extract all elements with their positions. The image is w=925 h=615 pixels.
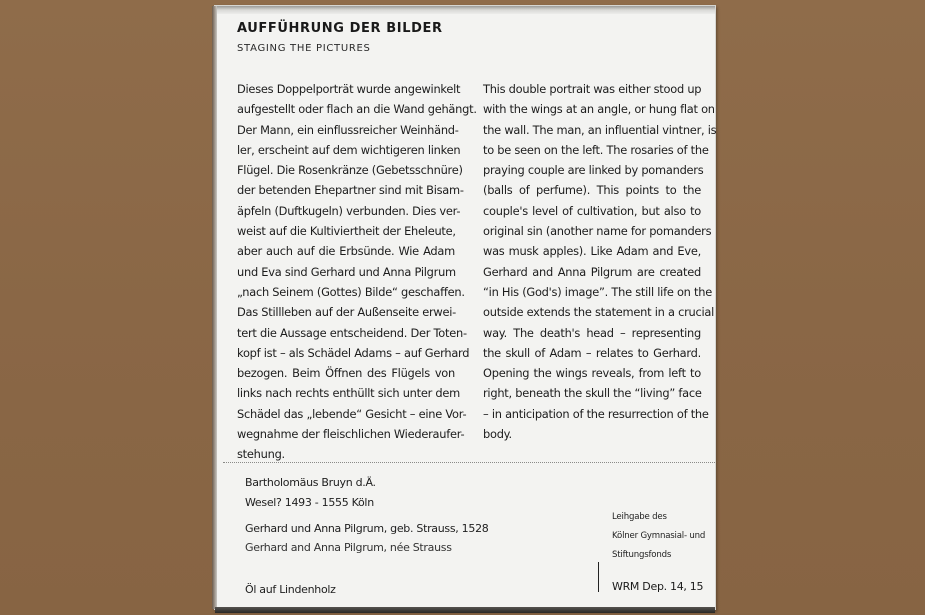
text-line: Der Mann, ein einflussreicher Weinhänd-	[237, 122, 459, 137]
plastic-frame-top-edge	[215, 6, 715, 14]
text-line: Schädel das „lebende“ Gesicht – eine Vor-	[237, 406, 467, 421]
text-line: (balls of perfume). This points to the	[483, 183, 701, 198]
text-line: outside extends the statement in a crucial	[483, 305, 715, 320]
title-english: STAGING THE PICTURES	[237, 43, 371, 54]
inventory-number: WRM Dep. 14, 15	[612, 580, 704, 593]
text-line: way. The death's head – representing	[483, 325, 701, 340]
text-line: tert die Aussage entscheidend. Der Toten-	[237, 325, 467, 340]
artist-life-dates: Wesel? 1493 - 1555 Köln	[245, 496, 374, 509]
text-line: Gerhard and Anna Pilgrum are created	[483, 264, 701, 279]
title-german: AUFFÜHRUNG DER BILDER	[237, 21, 443, 36]
medium: Öl auf Lindenholz	[245, 583, 336, 596]
text-line: to be seen on the left. The rosaries of the	[483, 142, 709, 157]
text-line: bezogen. Beim Öffnen des Flügels von	[237, 366, 455, 381]
text-line: couple's level of cultivation, but also to	[483, 203, 701, 218]
loan-credit-line: Leihgabe des	[612, 512, 667, 522]
description-english	[483, 79, 717, 444]
text-line: wegnahme der fleischlichen Wiederaufer-	[237, 427, 465, 442]
text-line: links nach rechts enthüllt sich unter dem	[237, 386, 460, 401]
artist-name: Bartholomäus Bruyn d.Ä.	[245, 476, 376, 489]
text-line: stehung.	[237, 447, 285, 462]
vertical-divider	[598, 562, 599, 592]
text-line: the wall. The man, an influential vintner, is	[483, 122, 717, 137]
plastic-frame-bottom-edge	[215, 607, 715, 613]
loan-credit-line: Stiftungsfonds	[612, 550, 672, 560]
text-line: body.	[483, 427, 512, 442]
text-line: original sin (another name for pomanders	[483, 224, 712, 239]
work-title-german: Gerhard und Anna Pilgrum, geb. Strauss, 1528	[245, 522, 489, 535]
placard-header	[237, 21, 443, 54]
text-line: aufgestellt oder flach an die Wand gehängt.	[237, 102, 477, 117]
text-line: „nach Seinem (Gottes) Bilde“ geschaffen.	[237, 284, 465, 299]
text-line: Dieses Doppelporträt wurde angewinkelt	[237, 82, 461, 96]
text-line: right, beneath the skull the “living” face	[483, 386, 702, 401]
museum-label-placard	[214, 5, 716, 610]
text-line: Flügel. Die Rosenkränze (Gebetsschnüre)	[237, 163, 463, 178]
text-line: und Eva sind Gerhard und Anna Pilgrum	[237, 264, 456, 279]
text-line: kopf ist – als Schädel Adams – auf Gerhard	[237, 345, 470, 360]
text-line: ler, erscheint auf dem wichtigeren linken	[237, 142, 461, 157]
description-german	[237, 79, 477, 465]
text-line: weist auf die Kultiviertheit der Eheleute,	[237, 224, 456, 239]
work-title-english: Gerhard and Anna Pilgrum, née Strauss	[245, 541, 452, 554]
text-line: the skull of Adam – relates to Gerhard.	[483, 345, 701, 360]
text-line: – in anticipation of the resurrection of the	[483, 406, 709, 421]
plastic-frame-left-edge	[212, 6, 217, 609]
text-line: Opening the wings reveals, from left to	[483, 366, 701, 381]
text-line: “in His (God's) image”. The still life on the	[483, 284, 712, 299]
text-line: äpfeln (Duftkugeln) verbunden. Dies ver-	[237, 203, 461, 218]
text-line: This double portrait was either stood up	[483, 82, 702, 96]
text-line: was musk apples). Like Adam and Eve,	[483, 244, 701, 259]
text-line: Das Stillleben auf der Außenseite erwei-	[237, 305, 457, 320]
dotted-separator	[223, 462, 715, 463]
text-line: praying couple are linked by pomanders	[483, 163, 704, 178]
text-line: with the wings at an angle, or hung flat on	[483, 102, 715, 117]
text-line: der betenden Ehepartner sind mit Bisam-	[237, 183, 464, 198]
text-line: aber auch auf die Erbsünde. Wie Adam	[237, 244, 455, 259]
loan-credit-line: Kölner Gymnasial- und	[612, 531, 706, 541]
